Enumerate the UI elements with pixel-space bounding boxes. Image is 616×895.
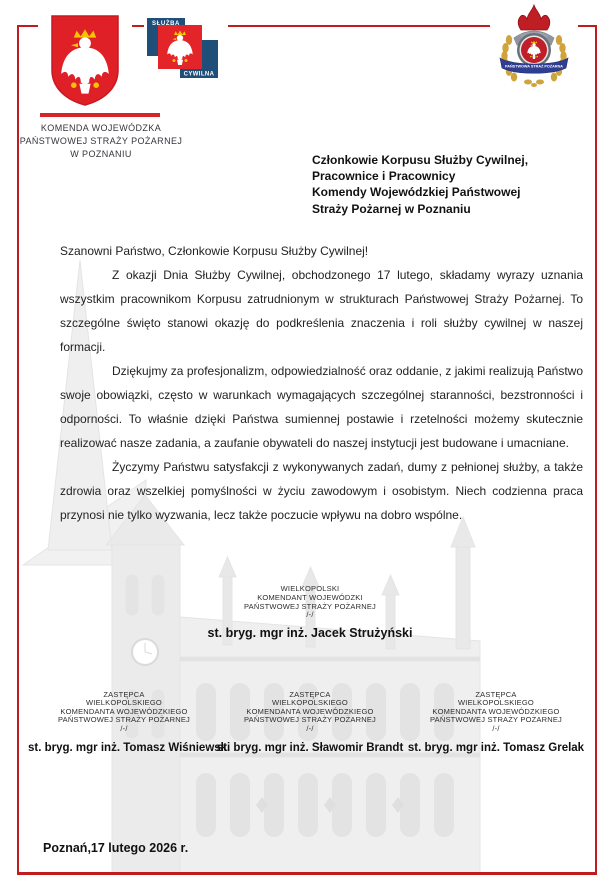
main-signature-block	[150, 585, 470, 640]
signed-mark: /-/	[306, 723, 314, 733]
signature-title-line: WIELKOPOLSKIEGO	[272, 698, 348, 708]
signatory-name: st. bryg. mgr inż. Tomasz Wiśniewski	[28, 742, 231, 755]
addressee-line: Straży Pożarnej w Poznaniu	[312, 201, 471, 216]
header-accent-line	[40, 113, 160, 117]
signed-mark: /-/	[306, 610, 314, 620]
signature-title-line: WIELKOPOLSKI	[280, 584, 340, 593]
deputy-signature-block	[214, 691, 406, 754]
paragraph-3: Życzymy Państwu satysfakcji z wykonywanych zadań, dumy z pełnionej służby, a także zdrowia oraz wszelkiej pomyślności w życiu zawodowym i osobistym. Niech codzienna praca przynosi nie tylko wyzwania, lecz także poczucie wpływu na dobro wspólne.	[60, 460, 583, 522]
signed-mark: /-/	[120, 723, 128, 733]
civil-service-logo-box	[144, 11, 228, 85]
signature-title-line: KOMENDANTA WOJEWÓDZKIEGO	[60, 706, 188, 716]
civil-service-bottom-label: CYWILNA	[183, 71, 215, 78]
organisation-name-line: KOMENDA WOJEWÓDZKA	[40, 123, 162, 133]
signature-title-line: ZASTĘPCA	[289, 690, 331, 699]
wielkopolska-coat-of-arms-box	[38, 4, 132, 116]
signature-title-line: KOMENDANTA WOJEWÓDZKIEGO	[246, 706, 374, 716]
signature-title-line: ZASTĘPCA	[475, 690, 517, 699]
signature-title-line: PAŃSTWOWEJ STRAŻY POŻARNEJ	[429, 715, 562, 725]
deputy-signature-block	[400, 691, 592, 754]
salutation: Szanowni Państwo, Członkowie Korpusu Służby Cywilnej!	[60, 244, 369, 258]
signature-title-line: PAŃSTWOWEJ STRAŻY POŻARNEJ	[57, 715, 190, 725]
civil-service-logo-icon	[146, 13, 222, 83]
wielkopolska-coat-of-arms-icon	[48, 12, 122, 108]
organisation-name-line: W POZNANIU	[70, 149, 132, 159]
paragraph-2: Dziękujmy za profesjonalizm, odpowiedzialność oraz oddanie, z jakimi realizują Państwo swoje obowiązki, często w warunkach wymagających szczególnej staranności, bezstronności i odporności. To właśnie dzięki Państwa sumiennej postawie i rzetelności możemy skutecznie realizować nasze zadania, a zaufanie obywateli do naszej instytucji jest budowane i umacniane.	[60, 364, 583, 450]
addressee-line: Pracownice i Pracownicy	[312, 169, 456, 184]
fire-service-emblem-icon	[492, 2, 576, 90]
deputy-signature-block	[28, 690, 231, 755]
addressee-block	[312, 152, 528, 217]
signature-title-line: KOMENDANT WOJEWÓDZKI	[257, 592, 363, 602]
fire-emblem-banner-label: PAŃSTWOWA STRAŻ POŻARNA	[505, 63, 564, 69]
addressee-line: Członkowie Korpusu Służby Cywilnej,	[312, 153, 529, 167]
civil-service-top-label: SŁUŻBA	[152, 21, 180, 27]
fire-service-emblem-box	[490, 1, 578, 91]
addressee-line: Komendy Wojewódzkiej Państwowej	[312, 185, 521, 200]
organisation-name-line: PAŃSTWOWEJ STRAŻY POŻARNEJ	[19, 136, 183, 146]
signatory-name: st. bryg. mgr inż. Tomasz Grelak	[407, 742, 585, 755]
letter-body	[60, 239, 583, 527]
signatory-name: st. bryg. mgr inż. Jacek Strużyński	[207, 626, 413, 641]
paragraph-1: Z okazji Dnia Służby Cywilnej, obchodzonego 17 lutego, składamy wyrazy uznania wszystkim pracownikom Korpusu zatrudnionym w strukturach Państwowej Straży Pożarnej. To szczególne święto stanowi okazję do podkreślenia znaczenia i roli służby cywilnej w naszej formacji.	[60, 268, 583, 354]
signature-title-line: WIELKOPOLSKIEGO	[458, 698, 534, 708]
signed-mark: /-/	[492, 723, 500, 733]
signature-title-line: KOMENDANTA WOJEWÓDZKIEGO	[432, 706, 560, 716]
dateline: Poznań,17 lutego 2026 r.	[43, 841, 189, 855]
signature-title-line: ZASTĘPCA	[103, 690, 145, 699]
signatory-name: st. bryg. mgr inż. Sławomir Brandt	[216, 742, 404, 755]
signature-title-line: PAŃSTWOWEJ STRAŻY POŻARNEJ	[243, 601, 376, 611]
signature-title-line: WIELKOPOLSKIEGO	[86, 698, 162, 708]
organisation-name	[18, 122, 184, 161]
signature-title-line: PAŃSTWOWEJ STRAŻY POŻARNEJ	[243, 715, 376, 725]
